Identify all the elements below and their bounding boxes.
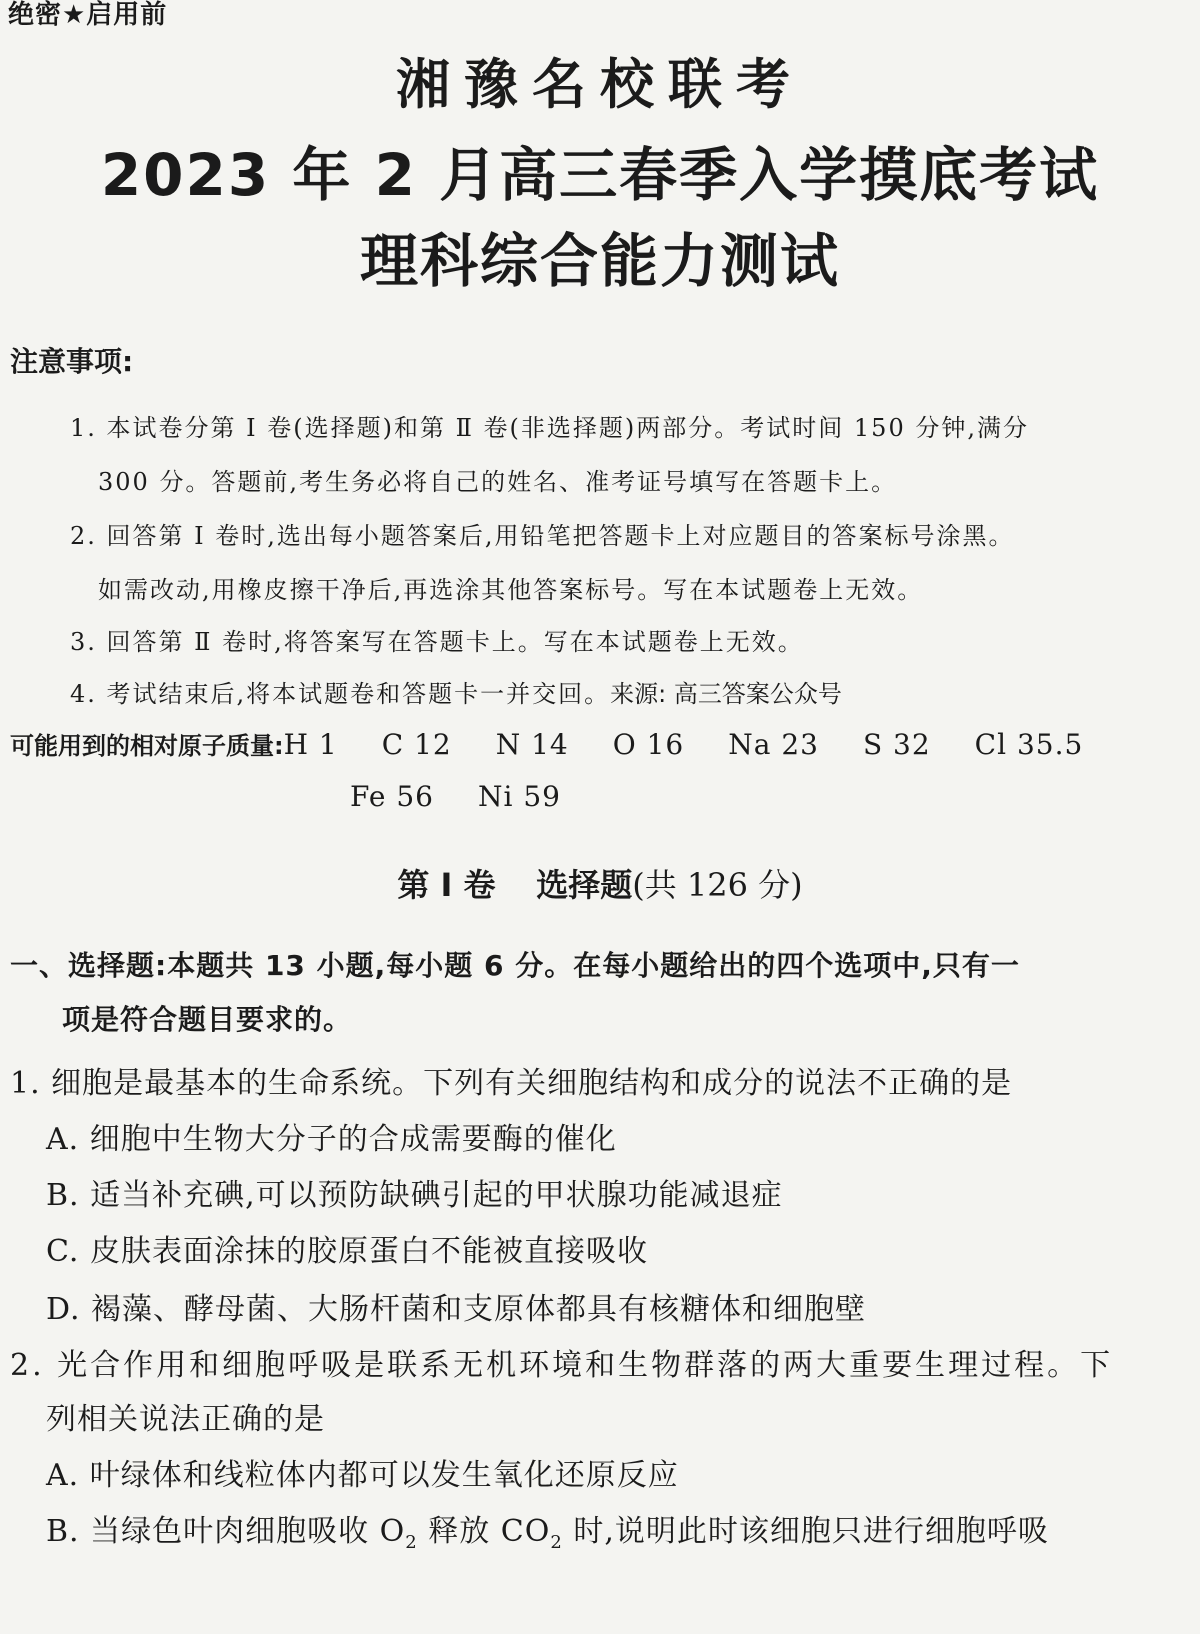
atomic-mass-fe: Fe 56 [350,780,434,813]
notice-item1-line1: 1. 本试卷分第 Ⅰ 卷(选择题)和第 Ⅱ 卷(非选择题)两部分。考试时间 150 分钟,满分 [70,414,1029,442]
question1-option-b: B. 适当补充碘,可以预防缺碘引起的甲状腺功能减退症 [46,1178,783,1213]
secret-mark: 绝密★启用前 [8,0,168,30]
atomic-mass-h: H 1 [283,728,338,761]
volume1-heading [0,860,1200,906]
atomic-mass-na: Na 23 [728,728,819,761]
atomic-mass-ni: Ni 59 [478,780,561,813]
title-line1: 湘豫名校联考 [396,53,804,116]
question2-option-b-sub2: 2 [550,1532,563,1553]
notice-item3: 3. 回答第 Ⅱ 卷时,将答案写在答题卡上。写在本试题卷上无效。 [70,628,804,656]
question2-option-b [46,1506,1049,1553]
notice-item2-line2: 如需改动,用橡皮擦干净后,再选涂其他答案标号。写在本试题卷上无效。 [98,576,924,604]
section1-instructions-line2: 项是符合题目要求的。 [62,1003,353,1036]
question2-option-b-sub1: 2 [405,1532,418,1553]
atomic-mass-row2 [350,780,605,813]
atomic-mass-row1 [10,726,1083,761]
notice-item4-source: 来源: 高三答案公众号 [610,680,842,708]
question2-option-b-part3: 时,说明此时该细胞只进行细胞呼吸 [562,1514,1049,1549]
volume1-score: (共 126 分) [632,866,803,904]
question1-option-c: C. 皮肤表面涂抹的胶原蛋白不能被直接吸收 [46,1234,648,1269]
atomic-mass-cl: Cl 35.5 [974,728,1084,761]
atomic-mass-o: O 16 [612,728,685,761]
notice-item1-line2: 300 分。答题前,考生务必将自己的姓名、准考证号填写在答题卡上。 [98,468,898,496]
volume1-label: 第 Ⅰ 卷 [397,866,496,904]
question2-option-a: A. 叶绿体和线粒体内都可以发生氧化还原反应 [46,1458,679,1493]
title-line2: 2023 年 2 月高三春季入学摸底考试 [100,141,1100,209]
question1-option-a: A. 细胞中生物大分子的合成需要酶的催化 [46,1122,617,1157]
question1-option-d: D. 褐藻、酵母菌、大肠杆菌和支原体都具有核糖体和细胞壁 [46,1292,867,1327]
atomic-mass-n: N 14 [495,728,569,761]
question2-stem-line1: 2. 光合作用和细胞呼吸是联系无机环境和生物群落的两大重要生理过程。下 [10,1348,1114,1383]
question2-stem-line2: 列相关说法正确的是 [46,1402,325,1437]
atomic-mass-c: C 12 [381,728,452,761]
question2-option-b-part1: B. 当绿色叶肉细胞吸收 O [46,1514,406,1549]
atomic-mass-s: S 32 [862,728,931,761]
notice-item4-text: 4. 考试结束后,将本试题卷和答题卡一并交回。 [70,680,611,708]
question1-stem: 1. 细胞是最基本的生命系统。下列有关细胞结构和成分的说法不正确的是 [10,1066,1013,1101]
atomic-mass-label: 可能用到的相对原子质量: [10,732,284,760]
notice-item4 [70,674,842,709]
section1-instructions-line1: 一、选择题:本题共 13 小题,每小题 6 分。在每小题给出的四个选项中,只有一 [10,949,1020,982]
volume1-type: 选择题 [536,866,633,904]
notice-item2-line1: 2. 回答第 Ⅰ 卷时,选出每小题答案后,用铅笔把答题卡上对应题目的答案标号涂黑。 [70,522,1015,550]
notice-heading: 注意事项: [10,345,134,378]
question2-option-b-part2: 释放 CO [417,1514,551,1549]
title-line3: 理科综合能力测试 [359,227,840,295]
